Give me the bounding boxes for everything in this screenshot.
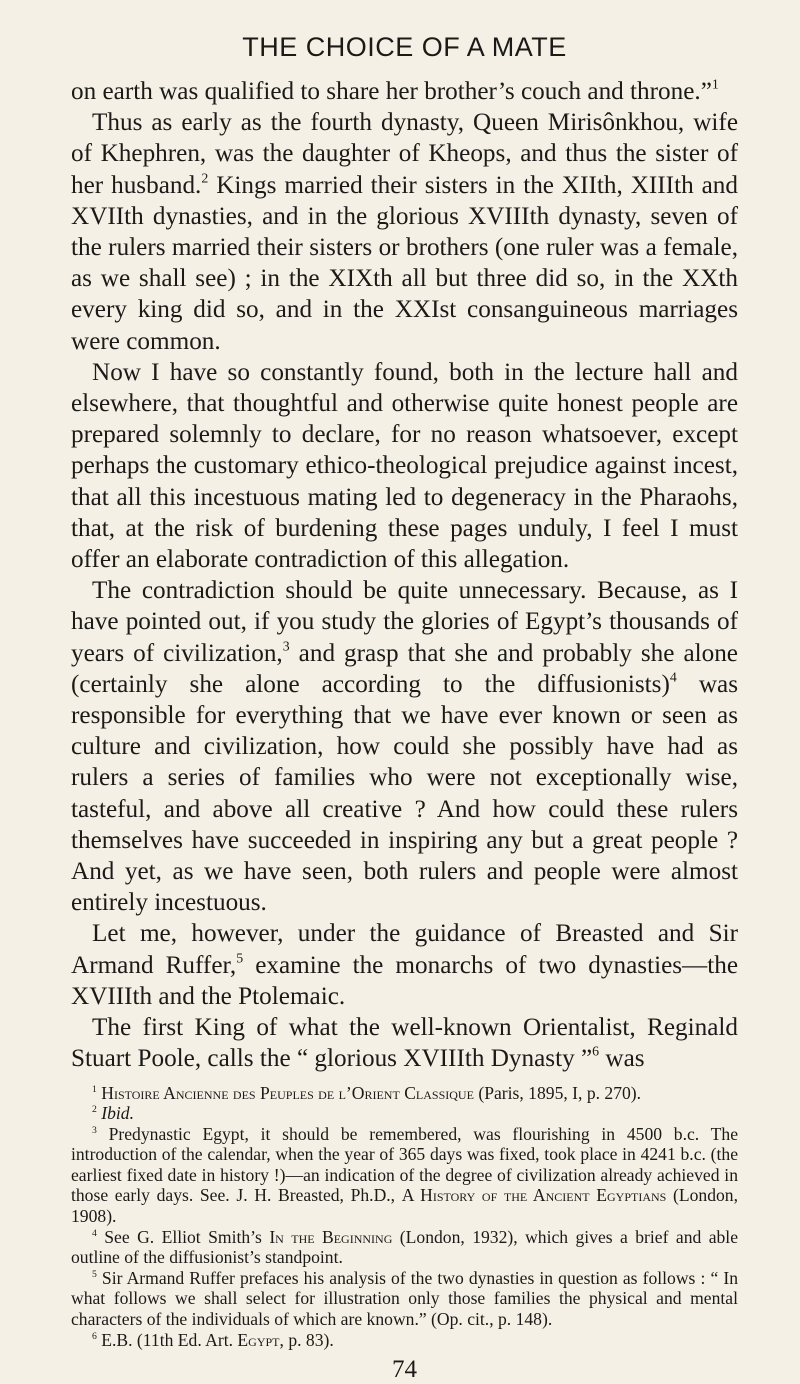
footnote-4: $^4$ See G. Elliot Smith’s In the Beginning (London, 1932), which gives a brief and able outline of the diffusionist’s standpoint. xyxy=(71,1226,739,1268)
footnote-3-title: A History of the Ancient Egyptians xyxy=(401,1185,667,1206)
footnote-ref-2: 2 xyxy=(201,170,209,186)
footnote-6-title: Egypt xyxy=(237,1329,280,1350)
footnote-ref-1: 1 xyxy=(711,76,719,92)
footnote-ref-3: 3 xyxy=(282,638,290,654)
footnote-2: $^2$ Ibid. xyxy=(92,1103,134,1124)
footnote-3: $^3$ Predynastic Egypt, it should be remembered, was flourishing in 4500 b.c. The introduction of the calendar, when the year of 365 days was fixed, took place in 4241 b.c. (the earliest fixed date in history !)—an indication of the degree of civilization already achieved in those early days. See. J. H. Breasted, Ph.D., A History of the Ancient Egyptians (London, 1908). xyxy=(71,1123,738,1227)
footnote-ref-6: 6 xyxy=(592,1043,600,1059)
footnote-1-title: Histoire Ancienne des Peuples de l’Orient Classique xyxy=(101,1082,474,1103)
paragraph-5: Let me, however, under the guidance of Breasted and Sir Armand Ruffer,$^5$ examine the monarchs of two dynasties—the XVIIIth and the Ptolemaic. xyxy=(71,920,739,1010)
main-text xyxy=(71,76,738,1075)
paragraph-6: The first King of what the well-known Orientalist, Reginald Stuart Poole, calls the “ glorious XVIIIth Dynasty ”$^6$ was xyxy=(71,1014,738,1073)
footnote-ref-5: 5 xyxy=(236,950,244,966)
running-header: THE CHOICE OF A MATE xyxy=(242,32,567,62)
page-number: 74 xyxy=(392,1356,417,1384)
footnote-5: $^5$ Sir Armand Ruffer prefaces his analysis of the two dynasties in question as follows : “ In what follows we shall select for illustration only those families the physical and mental characters of the individuals of which are known.” (Op. cit., p. 148). xyxy=(71,1267,738,1330)
paragraph-3: Now I have so constantly found, both in the lecture hall and elsewhere, that thoughtful and otherwise quite honest people are prepared solemnly to declare, for no reason whatsoever, except perhaps the customary ethico-theological prejudice against incest, that all this incestuous mating led to degeneracy in the Pharaohs, that, at the risk of burdening these pages unduly, I feel I must offer an elaborate contradiction of this allegation. xyxy=(71,358,738,574)
paragraph-4: The contradiction should be quite unnecessary. Because, as I have pointed out, if you study the glories of Egypt’s thousands of years of civilization,$^3$ and grasp that she and probably she alone (certainly she alone according to the diffusionists)$^4$ was responsible for everything that we have ever known or seen as culture and civilization, how could she possibly have had as rulers a series of families who were not exceptionally wise, tasteful, and above all creative ? And how could these rulers themselves have succeeded in inspiring any but a great people ? And yet, as we have seen, both rulers and people were almost entirely incestuous. xyxy=(71,577,739,917)
paragraph-2: Thus as early as the fourth dynasty, Queen Mirisônkhou, wife of Khephren, was the daughter of Kheops, and thus the sister of her husband.$^2$ Kings married their sisters in the XIIth, XIIIth and XVIIth dynasties, and in the glorious XVIIIth dynasty, seven of the rulers married their sisters or brothers (one ruler was a female, as we shall see) ; in the XIXth all but three did so, in the XXth every king did so, and in the XXIst consanguineous marriages were common. xyxy=(71,109,738,355)
footnote-ref-4: 4 xyxy=(669,669,677,685)
footnote-6: $^6$ E.B. (11th Ed. Art. Egypt, p. 83). xyxy=(92,1329,334,1350)
footnote-4-title: In the Beginning xyxy=(269,1226,393,1247)
footnote-1: $^1$ Histoire Ancienne des Peuples de l’Orient Classique (Paris, 1895, I, p. 270). xyxy=(92,1082,642,1103)
paragraph-1: on earth was qualified to share her brother’s couch and throne.”$^1$ xyxy=(71,76,719,105)
footnotes xyxy=(71,1083,738,1351)
